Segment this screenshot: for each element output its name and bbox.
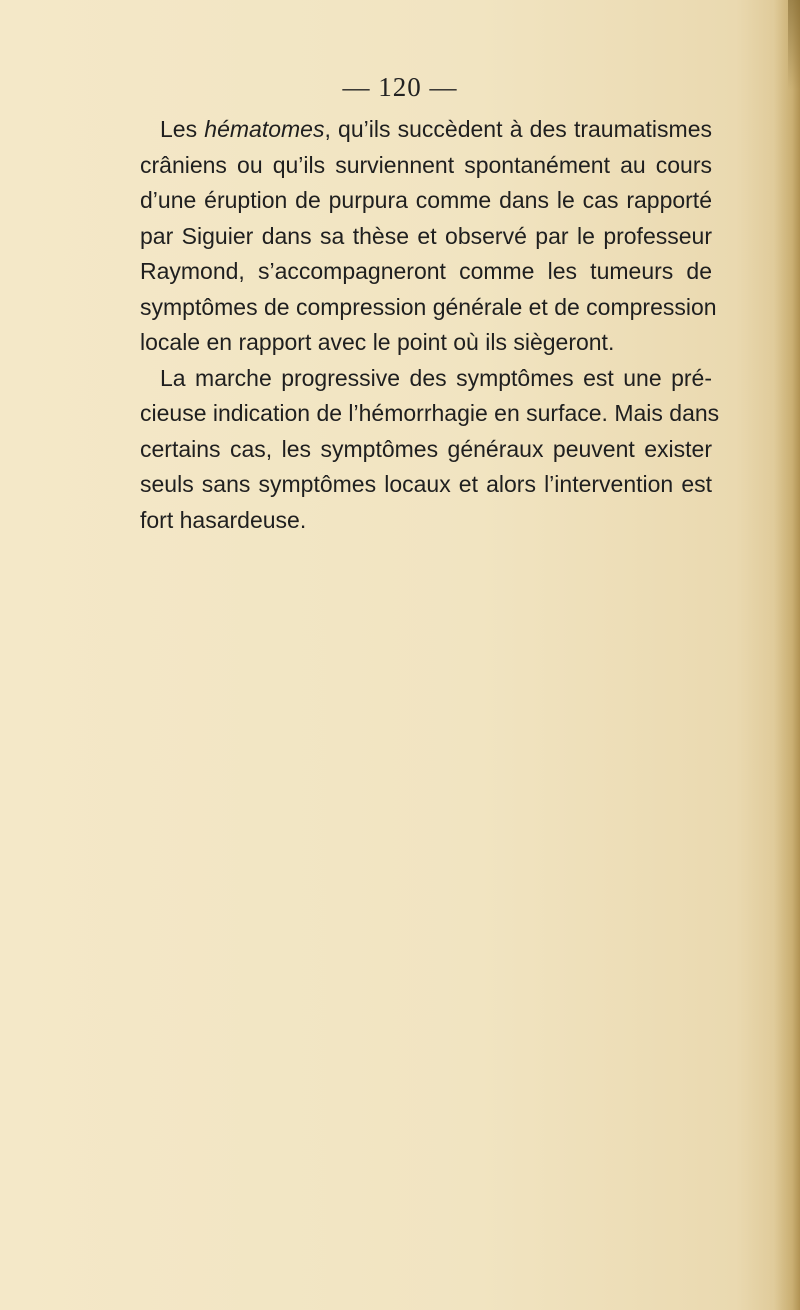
- paragraph-1-line-4: par Siguier dans sa thèse et observé par le professeur: [140, 222, 712, 249]
- paragraph-1-line-3: d’une éruption de purpura comme dans le cas rapporté: [140, 187, 712, 213]
- paragraph-2-line-4: seuls sans symptômes locaux et alors l’intervention est: [140, 471, 712, 497]
- paragraph-1-line-5: Raymond, s’accompagneront comme les tumeurs de: [140, 258, 712, 284]
- paragraph-2-line-3: certains cas, les symptômes généraux peuvent exister: [140, 435, 712, 462]
- paragraph-2-line-2: cieuse indication de l’hémorrhagie en surface. Mais dans: [140, 400, 720, 426]
- line-suffix: , qu’ils succèdent à des traumatismes: [324, 116, 712, 142]
- paragraph-2: [140, 361, 720, 539]
- page-number: — 120 —: [342, 72, 458, 102]
- page-edge-shadow: [774, 0, 800, 1310]
- paragraph-1: [140, 112, 717, 361]
- body-text: [140, 112, 720, 538]
- line-prefix: Les: [160, 116, 205, 142]
- paragraph-2-line-1: La marche progressive des symptômes est une pré-: [160, 364, 712, 391]
- paragraph-1-line-2: crâniens ou qu’ils surviennent spontanément au cours: [140, 151, 712, 178]
- paragraph-1-line-1: [140, 112, 712, 148]
- paragraph-2-line-5: fort hasardeuse.: [140, 506, 307, 533]
- paragraph-1-line-6: symptômes de compression générale et de compression: [140, 293, 717, 320]
- paragraph-1-line-7: locale en rapport avec le point où ils siègeront.: [140, 329, 615, 355]
- italic-term: hématomes: [204, 116, 325, 142]
